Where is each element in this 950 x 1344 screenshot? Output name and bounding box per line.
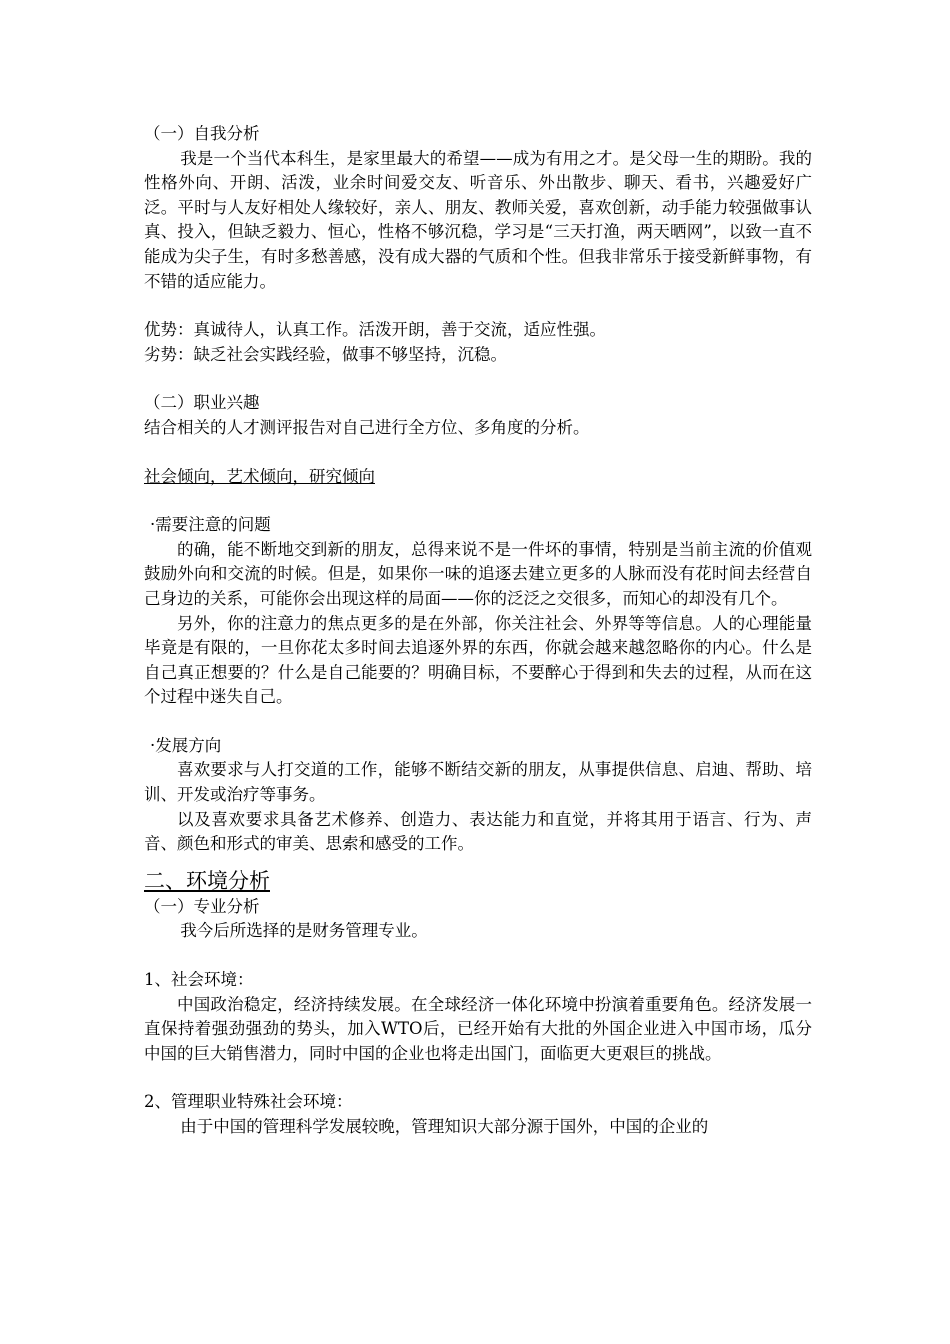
document-body bbox=[144, 122, 812, 1140]
issues-paragraph-2: 另外，你的注意力的焦点更多的是在外部，你关注社会、外界等等信息。人的心理能量毕竟是有限的，一旦你花太多时间去追逐外界的东西，你就会越来越忽略你的内心。什么是自己真正想要的？什么是自己能要的？明确目标，不要醉心于得到和失去的过程，从而在这个过程中迷失自己。 bbox=[144, 613, 812, 707]
social-environment-heading: 1、社会环境： bbox=[144, 970, 254, 990]
self-analysis-paragraph: 我是一个当代本科生，是家里最大的希望——成为有用之才。是父母一生的期盼。我的性格外向、开朗、活泼，业余时间爱交友、听音乐、外出散步、聊天、看书，兴趣爱好广泛。平时与人友好相处人缘较好，亲人、朋友、教师关爱，喜欢创新，动手能力较强做事认真、投入，但缺乏毅力、恒心，性格不够沉稳，学习是“三天打渔，两天晒网”，以致一直不能成为尖子生，有时多愁善感，没有成大器的气质和个性。但我非常乐于接受新鲜事物，有不错的适应能力。 bbox=[144, 148, 812, 291]
issues-heading: ·需要注意的问题 bbox=[150, 515, 271, 535]
management-environment-heading: 2、管理职业特殊社会环境： bbox=[144, 1092, 353, 1112]
direction-paragraph-1: 喜欢要求与人打交道的工作，能够不断结交新的朋友，从事提供信息、启迪、帮助、培训、开发或治疗等事务。 bbox=[144, 760, 812, 805]
career-interest-heading: （二）职业兴趣 bbox=[144, 393, 260, 413]
career-interest-intro: 结合相关的人才测评报告对自己进行全方位、多角度的分析。 bbox=[144, 417, 590, 437]
major-analysis-heading: （一）专业分析 bbox=[144, 896, 260, 916]
issues-paragraph-1: 的确，能不断地交到新的朋友，总得来说不是一件坏的事情，特别是当前主流的价值观鼓励外向和交流的时候。但是，如果你一味的追逐去建立更多的人脉而没有花时间去经营自己身边的关系，可能你会出现这样的局面——你的泛泛之交很多，而知心的却没有几个。 bbox=[144, 539, 812, 608]
tendencies-line: 社会倾向，艺术倾向，研究倾向 bbox=[144, 466, 375, 486]
self-analysis-heading: （一）自我分析 bbox=[144, 124, 260, 143]
direction-heading: ·发展方向 bbox=[150, 735, 222, 755]
direction-paragraph-2: 以及喜欢要求具备艺术修养、创造力、表达能力和直觉，并将其用于语言、行为、声音、颜色和形式的审美、思索和感受的工作。 bbox=[144, 809, 812, 854]
environment-analysis-title: 二、环境分析 bbox=[144, 868, 270, 893]
weaknesses-line: 劣势：缺乏社会实践经验，做事不够坚持，沉稳。 bbox=[144, 344, 507, 364]
social-environment-paragraph: 中国政治稳定，经济持续发展。在全球经济一体化环境中扮演着重要角色。经济发展一直保持着强劲强劲的势头，加入WTO后，已经开始有大批的外国企业进入中国市场，瓜分中国的巨大销售潜力，同时中国的企业也将走出国门，面临更大更艰巨的挑战。 bbox=[144, 994, 812, 1063]
strengths-line: 优势：真诚待人，认真工作。活泼开朗，善于交流，适应性强。 bbox=[144, 320, 606, 340]
major-analysis-paragraph: 我今后所选择的是财务管理专业。 bbox=[180, 921, 428, 941]
management-environment-paragraph: 由于中国的管理科学发展较晚，管理知识大部分源于国外，中国的企业的 bbox=[180, 1117, 709, 1136]
